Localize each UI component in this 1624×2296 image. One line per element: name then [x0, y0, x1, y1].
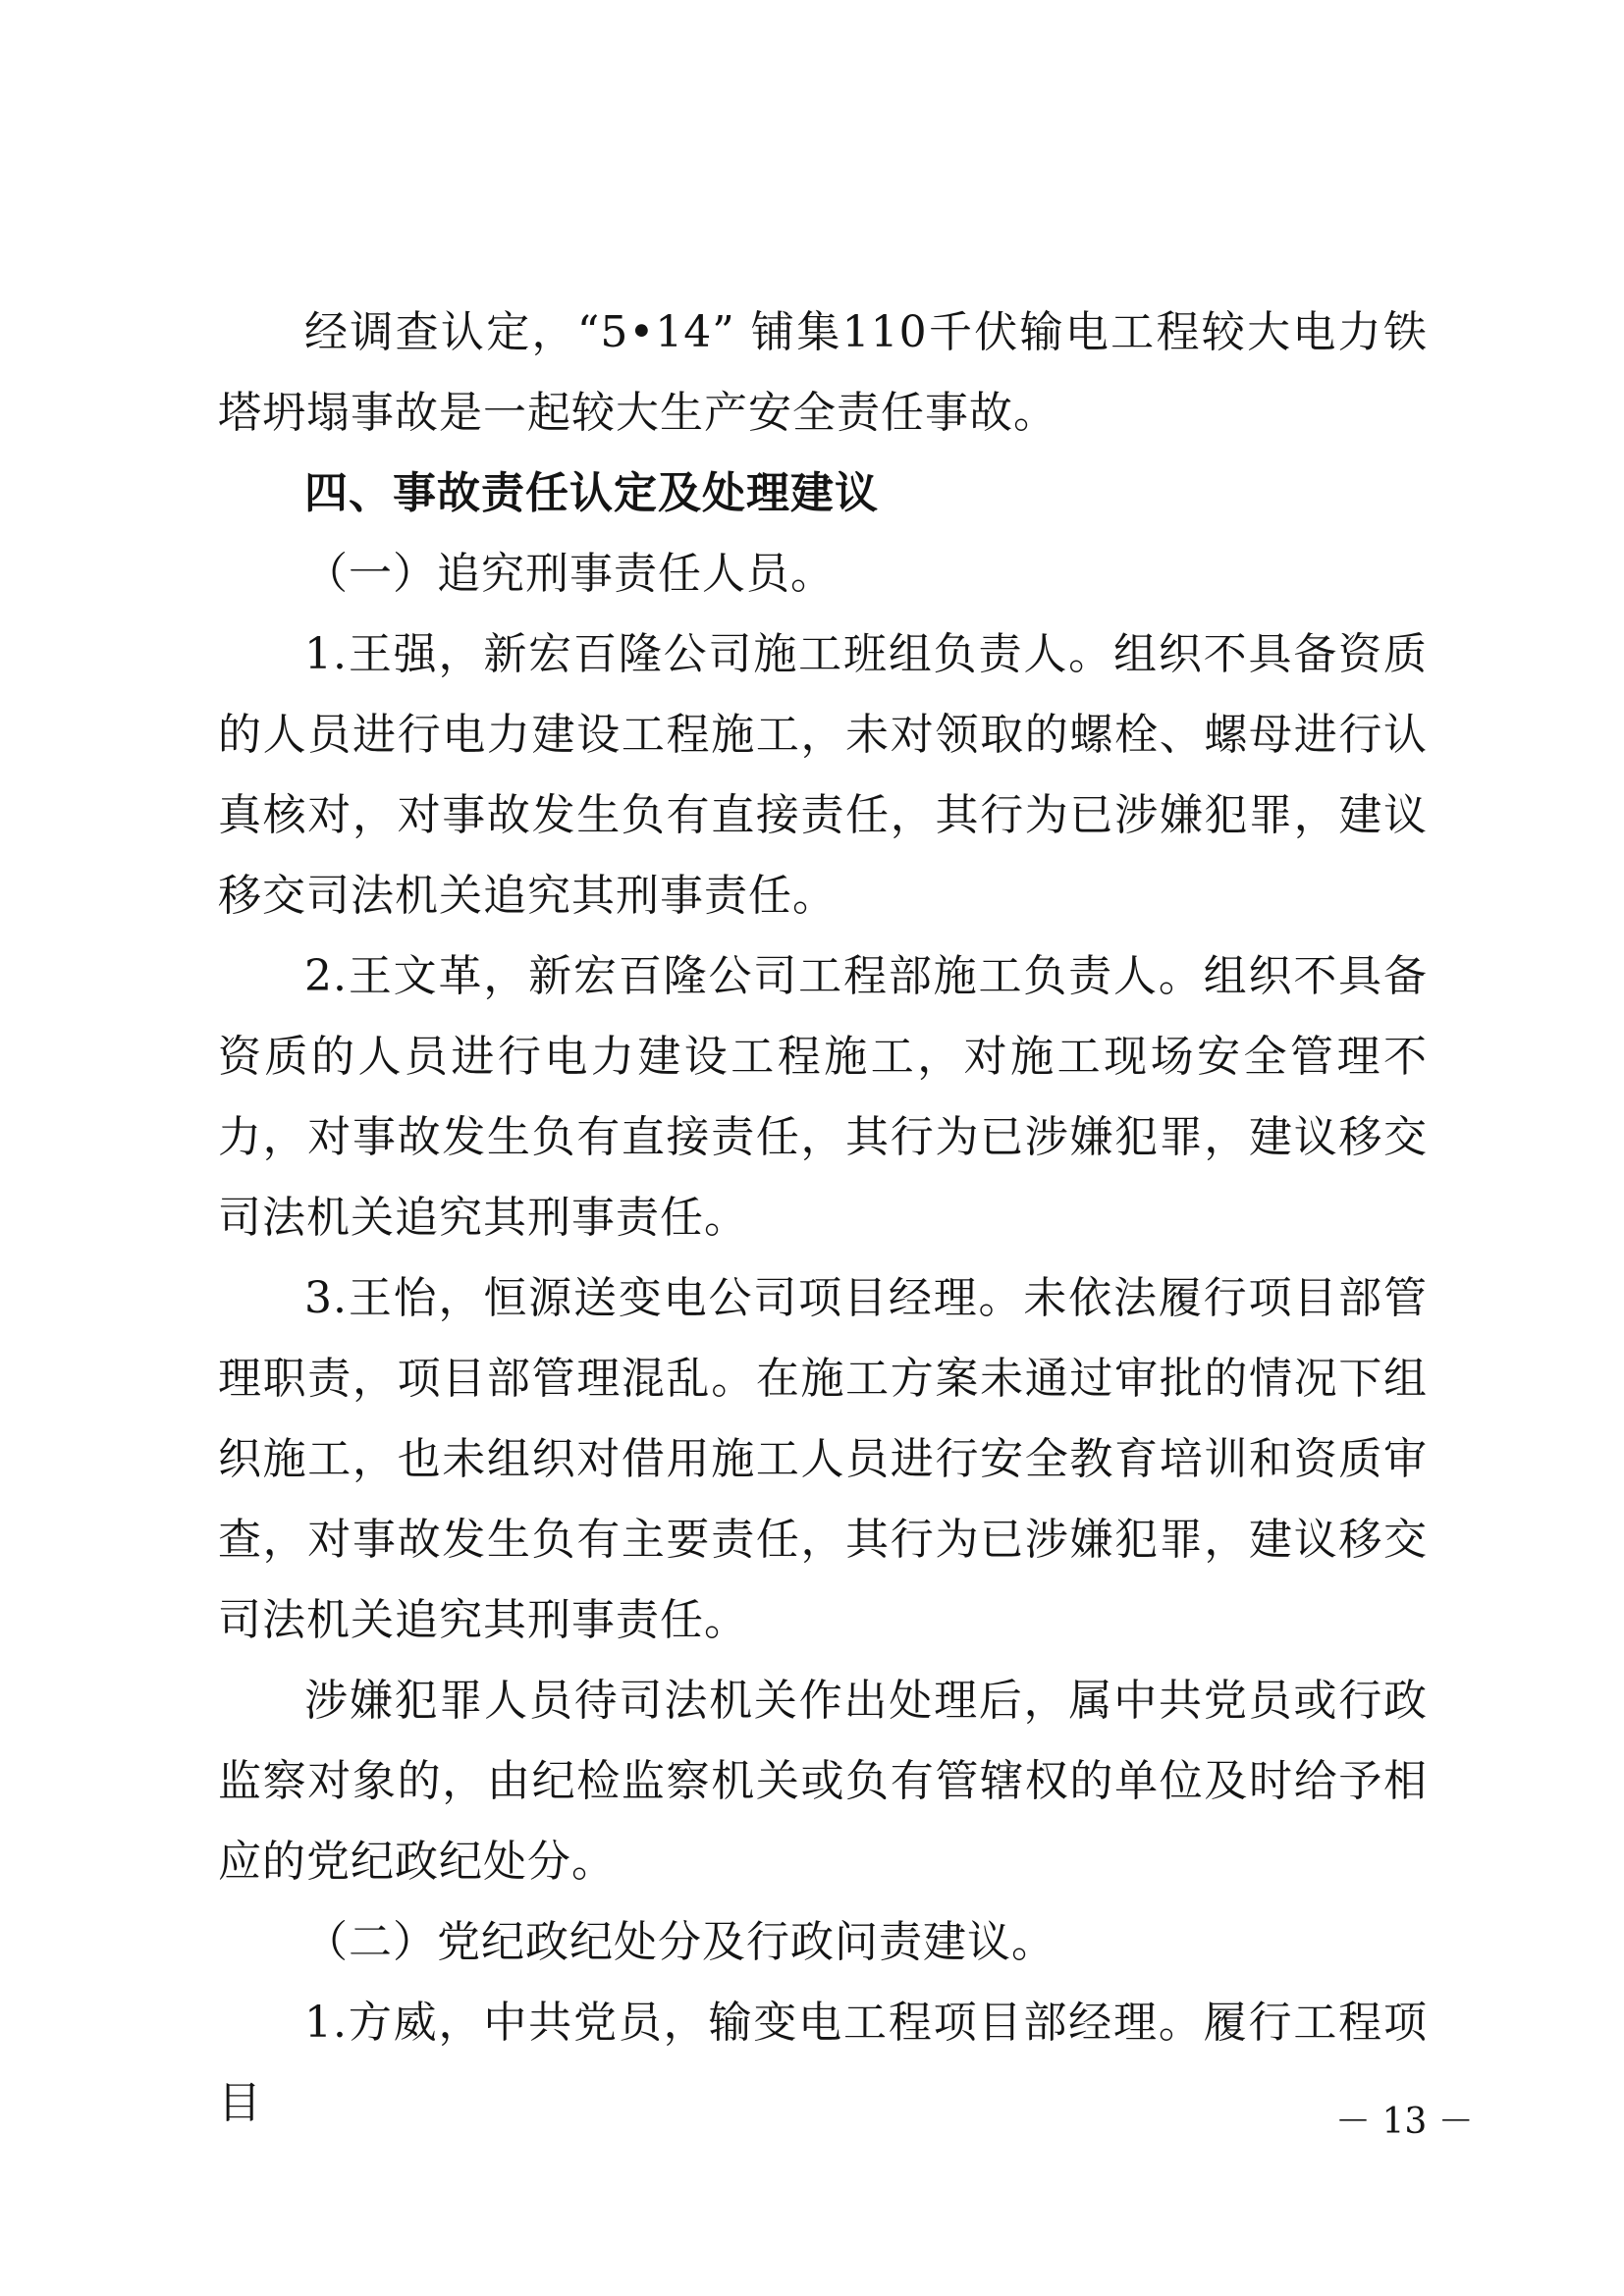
subsection-heading-criminal: （一）追究刑事责任人员。	[304, 549, 835, 599]
paragraph-item-wang-qiang: 1.王强，新宏百隆公司施工班组负责人。组织不具备资质的人员进行电力建设工程施工，未对领取的螺栓、螺母进行认真核对，对事故发生负有直接责任，其行为已涉嫌犯罪，建议移交司法机关追究其刑事责任。	[218, 629, 1428, 921]
paragraph-item-wang-yi: 3.王怡，恒源送变电公司项目经理。未依法履行项目部管理职责，项目部管理混乱。在施工方案未通过审批的情况下组织施工，也未组织对借用施工人员进行安全教育培训和资质审查，对事故发生负有主要责任，其行为已涉嫌犯罪，建议移交司法机关追究其刑事责任。	[218, 1273, 1428, 1645]
paragraph-item-fang-wei: 1.方威，中共党员，输变电工程项目部经理。履行工程项目	[218, 1998, 1428, 2128]
page-number: － 13 －	[1335, 2102, 1474, 2142]
subsection-heading-discipline: （二）党纪政纪处分及行政问责建议。	[304, 1917, 1056, 1967]
document-body	[218, 293, 1428, 2144]
paragraph-disciplinary-note: 涉嫌犯罪人员待司法机关作出处理后，属中共党员或行政监察对象的，由纪检监察机关或负有管辖权的单位及时给予相应的党纪政纪处分。	[218, 1676, 1428, 1887]
paragraph-item-wang-wenge: 2.王文革，新宏百隆公司工程部施工负责人。组织不具备资质的人员进行电力建设工程施工，对施工现场安全管理不力，对事故发生负有直接责任，其行为已涉嫌犯罪，建议移交司法机关追究其刑事责任。	[218, 951, 1428, 1243]
paragraph-conclusion: 经调查认定，“5•14” 铺集110千伏输电工程较大电力铁塔坍塌事故是一起较大生产安全责任事故。	[218, 307, 1428, 438]
section-heading-responsibility: 四、事故责任认定及处理建议	[304, 468, 879, 518]
